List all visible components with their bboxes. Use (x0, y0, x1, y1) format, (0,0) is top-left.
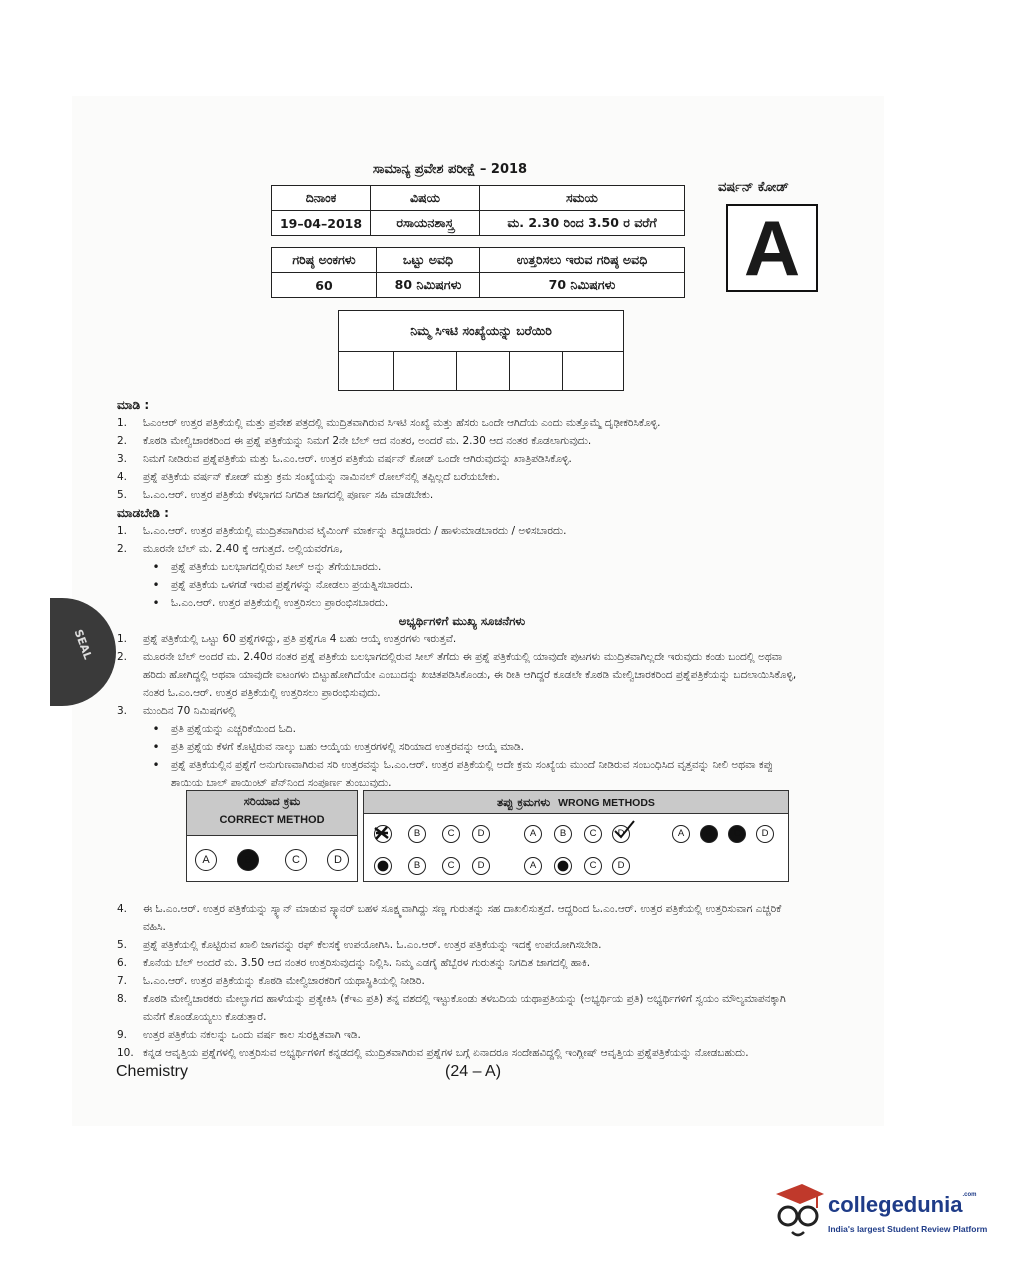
cet-digit-cell[interactable] (394, 352, 457, 391)
time-header: ಸಮಯ (480, 186, 685, 211)
wrong-methods-box (363, 790, 789, 882)
bubble-d: D (756, 825, 774, 843)
total-duration-header: ಒಟ್ಟು ಅವಧಿ (377, 248, 480, 273)
correct-method-label-kn: ಸರಿಯಾದ ಕ್ರಮ (243, 794, 301, 808)
dos-item: 1. ಓಎಂಆರ್ ಉತ್ತರ ಪತ್ರಿಕೆಯಲ್ಲಿ ಮತ್ತು ಪ್ರವೇಶ ಪತ್ರದಲ್ಲಿ ಮುದ್ರಿತವಾಗಿರುವ ಸಿಇಟಿ ಸಂಖ್ಯೆ ಮತ್ತು ಹೆಸರು ಒಂದೇ ಆಗಿದೆಯ ಎಂದು ಮತ್ತೊಮ್ಮೆ ದೃಢೀಕರಿಸಿಕೊಳ್ಳಿ. (117, 417, 661, 429)
bubble-d-ticked: D (612, 825, 630, 843)
bubble-a-scribbled (374, 825, 392, 843)
dos-item: 2. ಕೊಠಡಿ ಮೇಲ್ವಿಚಾರಕರಿಂದ ಈ ಪ್ರಶ್ನೆ ಪತ್ರಿಕೆಯನ್ನು ನಿಮಗೆ 2ನೇ ಬೆಲ್ ಆದ ನಂತರ, ಅಂದರೆ ಮ. 2.30 ಆದ ನಂತರ ಕೊಡಲಾಗುವುದು. (117, 435, 592, 447)
dos-item: 5. ಓ.ಎಂ.ಆರ್. ಉತ್ತರ ಪತ್ರಿಕೆಯ ಕೆಳಭಾಗದ ನಿಗದಿತ ಜಾಗದಲ್ಲಿ ಪೂರ್ಣ ಸಹಿ ಮಾಡಬೇಕು. (117, 489, 434, 501)
bubble-d: D (612, 857, 630, 875)
bubble-b: B (408, 857, 426, 875)
cet-digit-cell[interactable] (339, 352, 394, 391)
marking-methods-diagram (186, 790, 788, 882)
max-marks-header: ಗರಿಷ್ಠ ಅಂಕಗಳು (272, 248, 377, 273)
instruction-item: 9. ಉತ್ತರ ಪತ್ರಿಕೆಯ ನಕಲನ್ನು ಒಂದು ವರ್ಷ ಕಾಲ ಸುರಕ್ಷಿತವಾಗಿ ಇಡಿ. (117, 1029, 361, 1041)
exam-time: ಮ. 2.30 ರಿಂದ 3.50 ರ ವರೆಗೆ (480, 211, 685, 236)
instruction-item: 10. ಕನ್ನಡ ಆವೃತ್ತಿಯ ಪ್ರಶ್ನೆಗಳಲ್ಲಿ ಉತ್ತರಿಸುವ ಅಭ್ಯರ್ಥಿಗಳಿಗೆ ಕನ್ನಡದಲ್ಲಿ ಮುದ್ರಿತವಾಗಿರುವ ಪ್ರಶ್ನೆಗಳ ಬಗ್ಗೆ ಏನಾದರೂ ಸಂದೇಹವಿದ್ದಲ್ಲಿ ಇಂಗ್ಲೀಷ್ ಆವೃತ್ತಿಯ ಪ್ರಶ್ನೆಪತ್ರಿಕೆಯನ್ನು ನೋಡಬಹುದು. (117, 1047, 749, 1059)
max-marks: 60 (272, 273, 377, 298)
instruction-item: 2. ಮೂರನೇ ಬೆಲ್ ಅಂದರೆ ಮ. 2.40ರ ನಂತರ ಪ್ರಶ್ನೆ ಪತ್ರಿಕೆಯ ಬಲಭಾಗದಲ್ಲಿರುವ ಸೀಲ್ ತೆಗೆದು ಈ ಪ್ರಶ್ನೆ ಪತ್ರಿಕೆಯಲ್ಲಿ ಯಾವುದೇ ಪುಟಗಳು ಮುದ್ರಿತವಾಗಿಲ್ಲದೇ ಇರುವುದು ಕಂಡು ಬಂದಲ್ಲಿ ಅಥವಾ ಹರಿದು ಹೋಗಿದ್ದಲ್ಲಿ ಅಥವಾ ಯಾವುದೇ ಐಟಂಗಳು ಬಿಟ್ಟುಹೋಗಿದೆಯೇ ಎಂಬುದನ್ನು ಖಚಿತಪಡಿಸಿಕೊಂಡು, ಈ ರೀತಿ ಆಗಿದ್ದರೆ ಕೂಡಲೇ ಕೊಠಡಿ ಮೇಲ್ವಿಚಾರಕರಿಂದ ಪ್ರಶ್ನೆಪತ್ರಿಕೆಯನ್ನು ಬದಲಾಯಿಸಿಕೊಳ್ಳಿ, ನಂತರ ಓ.ಎಂ.ಆರ್. ಉತ್ತರ ಪತ್ರಿಕೆಯಲ್ಲಿ ಉತ್ತರಿಸಲು ಪ್ರಾರಂಭಿಸುವುದು. (117, 651, 797, 699)
donts-bullet: • ಪ್ರಶ್ನೆ ಪತ್ರಿಕೆಯ ಬಲಭಾಗದಲ್ಲಿರುವ ಸೀಲ್ ಅನ್ನು ತೆಗೆಯಬಾರದು. (117, 558, 807, 576)
instruction-bullet: • ಪ್ರತಿ ಪ್ರಶ್ನೆಯನ್ನು ಎಚ್ಚರಿಕೆಯಿಂದ ಓದಿ. (117, 720, 807, 738)
wrong-methods-label-kn: ತಪ್ಪು ಕ್ರಮಗಳು (497, 795, 551, 809)
bubble-b-partial (554, 857, 572, 875)
correct-method-box (186, 790, 358, 882)
exam-date: 19–04–2018 (272, 211, 371, 236)
brand-name: collegedunia$^{.com}$ (828, 1192, 977, 1217)
instruction-item: 5. ಪ್ರಶ್ನೆ ಪತ್ರಿಕೆಯಲ್ಲಿ ಕೊಟ್ಟಿರುವ ಖಾಲಿ ಜಾಗವನ್ನು ರಫ್ ಕೆಲಸಕ್ಕೆ ಉಪಯೋಗಿಸಿ. ಓ.ಎಂ.ಆರ್. ಉತ್ತರ ಪತ್ರಿಕೆಯನ್ನು ಇದಕ್ಕೆ ಉಪಯೋಗಿಸಬೇಡಿ. (117, 939, 602, 951)
graduate-mascot-icon (772, 1180, 824, 1242)
bullet-icon: • (152, 740, 160, 754)
bubble-c-filled: C (728, 825, 746, 843)
bullet-icon: • (152, 560, 160, 574)
footer-page-code: (24 – A) (445, 1063, 502, 1080)
cet-number-box (338, 310, 624, 391)
instruction-item: 8. ಕೊಠಡಿ ಮೇಲ್ವಿಚಾರಕರು ಮೇಲ್ಭಾಗದ ಹಾಳೆಯನ್ನು ಪ್ರತ್ಯೇಕಿಸಿ (ಕೆಇಎ ಪ್ರತಿ) ತನ್ನ ವಶದಲ್ಲಿ ಇಟ್ಟುಕೊಂಡು ತಳಬದಿಯ ಯಥಾಪ್ರತಿಯನ್ನು (ಅಭ್ಯರ್ಥಿಯ ಪ್ರತಿ) ಅಭ್ಯರ್ಥಿಗಳಿಗೆ ಸ್ವಯಂ ಮೌಲ್ಯಮಾಪನಕ್ಕಾಗಿ ಮನೆಗೆ ಕೊಂಡೊಯ್ಯಲು ಕೊಡುತ್ತಾರೆ. (117, 993, 786, 1023)
bubble-a-partial (374, 857, 392, 875)
exam-title: ಸಾಮಾನ್ಯ ಪ್ರವೇಶ ಪರೀಕ್ಷೆ – 2018 (372, 162, 528, 177)
version-code-box: A (726, 204, 818, 292)
instruction-bullet: • ಪ್ರಶ್ನೆ ಪತ್ರಿಕೆಯಲ್ಲಿನ ಪ್ರಶ್ನೆಗೆ ಅನುಗುಣವಾಗಿರುವ ಸರಿ ಉತ್ತರವನ್ನು ಓ.ಎಂ.ಆರ್. ಉತ್ತರ ಪತ್ರಿಕೆಯಲ್ಲಿ ಅದೇ ಕ್ರಮ ಸಂಖ್ಯೆಯ ಮುಂದೆ ನೀಡಿರುವ ಸಂಬಂಧಿಸಿದ ವೃತ್ತವನ್ನು ನೀಲಿ ಅಥವಾ ಕಪ್ಪು ಶಾಯಿಯ ಬಾಲ್ ಪಾಯಿಂಟ್ ಪೆನ್‌ನಿಂದ ಸಂಪೂರ್ಣ ತುಂಬುವುದು. (117, 756, 807, 792)
bubble-a: A (524, 825, 542, 843)
bubble-c: C (442, 857, 460, 875)
donts-bullet: • ಓ.ಎಂ.ಆರ್. ಉತ್ತರ ಪತ್ರಿಕೆಯಲ್ಲಿ ಉತ್ತರಿಸಲು ಪ್ರಾರಂಭಿಸಬಾರದು. (117, 594, 807, 612)
instruction-item: 1. ಪ್ರಶ್ನೆ ಪತ್ರಿಕೆಯಲ್ಲಿ ಒಟ್ಟು 60 ಪ್ರಶ್ನೆಗಳಿದ್ದು, ಪ್ರತಿ ಪ್ರಶ್ನೆಗೂ 4 ಬಹು ಆಯ್ಕೆ ಉತ್ತರಗಳು ಇರುತ್ತವೆ. (117, 633, 457, 645)
instructions-block (117, 396, 807, 1062)
bullet-icon: • (152, 722, 160, 736)
bullet-icon: • (152, 578, 160, 592)
exam-subject: ರಸಾಯನಶಾಸ್ತ್ರ (371, 211, 480, 236)
bubble-c: C (584, 857, 602, 875)
bubble-a: A (195, 849, 217, 871)
bubble-b-filled: B (237, 849, 259, 871)
seal-sticker: SEAL (50, 598, 116, 706)
donts-item: 1. ಓ.ಎಂ.ಆರ್. ಉತ್ತರ ಪತ್ರಿಕೆಯಲ್ಲಿ ಮುದ್ರಿತವಾಗಿರುವ ಟೈಮಿಂಗ್ ಮಾರ್ಕನ್ನು ತಿದ್ದಬಾರದು / ಹಾಳುಮಾಡಬಾರದು / ಅಳಿಸಬಾರದು. (117, 525, 567, 537)
marks-duration-table (271, 247, 685, 298)
cet-number-label: ನಿಮ್ಮ ಸಿಇಟಿ ಸಂಖ್ಯೆಯನ್ನು ಬರೆಯಿರಿ (339, 311, 624, 352)
bubble-d: D (472, 825, 490, 843)
instruction-item: 4. ಈ ಓ.ಎಂ.ಆರ್. ಉತ್ತರ ಪತ್ರಿಕೆಯನ್ನು ಸ್ಕ್ಯಾನ್ ಮಾಡುವ ಸ್ಕ್ಯಾನರ್ ಬಹಳ ಸೂಕ್ಷ್ಮವಾಗಿದ್ದು ಸಣ್ಣ ಗುರುತನ್ನು ಸಹ ದಾಖಲಿಸುತ್ತದೆ. ಆದ್ದರಿಂದ ಓ.ಎಂ.ಆರ್. ಉತ್ತರ ಪತ್ರಿಕೆಯಲ್ಲಿ ಉತ್ತರಿಸುವಾಗ ಎಚ್ಚರಿಕೆ ವಹಿಸಿ. (117, 903, 782, 933)
date-header: ದಿನಾಂಕ (272, 186, 371, 211)
cet-digit-cell[interactable] (563, 352, 624, 391)
cet-digit-cell[interactable] (510, 352, 563, 391)
instruction-item: 6. ಕೊನೆಯ ಬೆಲ್ ಅಂದರೆ ಮ. 3.50 ಆದ ನಂತರ ಉತ್ತರಿಸುವುದನ್ನು ನಿಲ್ಲಿಸಿ. ನಿಮ್ಮ ಎಡಗೈ ಹೆಬ್ಬೆರಳ ಗುರುತನ್ನು ನಿಗದಿತ ಜಾಗದಲ್ಲಿ ಹಾಕಿ. (117, 957, 591, 969)
tick-icon (612, 819, 636, 841)
collegedunia-watermark (772, 1180, 992, 1250)
wrong-methods-label-en: WRONG METHODS (558, 797, 655, 809)
donts-heading: ಮಾಡಬೇಡಿ : (117, 506, 169, 520)
dos-item: 3. ನಿಮಗೆ ನೀಡಿರುವ ಪ್ರಶ್ನೆಪತ್ರಿಕೆಯ ಮತ್ತು ಓ.ಎಂ.ಆರ್. ಉತ್ತರ ಪತ್ರಿಕೆಯ ವರ್ಷನ್ ಕೋಡ್ ಒಂದೇ ಆಗಿರುವುದನ್ನು ಖಾತ್ರಿಪಡಿಸಿಕೊಳ್ಳಿ. (117, 453, 572, 465)
brand-tagline: India's largest Student Review Platform (828, 1224, 988, 1234)
instruction-item: 7. ಓ.ಎಂ.ಆರ್. ಉತ್ತರ ಪತ್ರಿಕೆಯನ್ನು ಕೊಠಡಿ ಮೇಲ್ವಿಚಾರಕರಿಗೆ ಯಥಾಸ್ಥಿತಿಯಲ್ಲಿ ನೀಡಿರಿ. (117, 975, 425, 987)
instruction-bullet: • ಪ್ರತಿ ಪ್ರಶ್ನೆಯ ಕೆಳಗೆ ಕೊಟ್ಟಿರುವ ನಾಲ್ಕು ಬಹು ಆಯ್ಕೆಯ ಉತ್ತರಗಳಲ್ಲಿ ಸರಿಯಾದ ಉತ್ತರವನ್ನು ಆಯ್ಕೆ ಮಾಡಿ. (117, 738, 807, 756)
dos-heading: ಮಾಡಿ : (117, 398, 150, 412)
bullet-icon: • (152, 596, 160, 610)
version-code-label: ವರ್ಷನ್ ಕೋಡ್ (718, 180, 789, 195)
bullet-icon: • (152, 758, 160, 772)
bubble-a: A (524, 857, 542, 875)
donts-bullet: • ಪ್ರಶ್ನೆ ಪತ್ರಿಕೆಯ ಒಳಗಡೆ ಇರುವ ಪ್ರಶ್ನೆಗಳನ್ನು ನೋಡಲು ಪ್ರಯತ್ನಿಸಬಾರದು. (117, 576, 807, 594)
bubble-c: C (584, 825, 602, 843)
bubble-c: C (442, 825, 460, 843)
cet-digit-cell[interactable] (457, 352, 510, 391)
donts-item: 2. ಮೂರನೇ ಬೆಲ್ ಮ. 2.40 ಕ್ಕೆ ಆಗುತ್ತದೆ. ಅಲ್ಲಿಯವರೆಗೂ, (117, 543, 343, 555)
answer-duration: 70 ನಿಮಿಷಗಳು (480, 273, 685, 298)
bubble-c: C (285, 849, 307, 871)
correct-method-label-en: CORRECT METHOD (219, 814, 325, 826)
subject-header: ವಿಷಯ (371, 186, 480, 211)
bubble-b-filled: B (700, 825, 718, 843)
footer-subject: Chemistry (116, 1063, 189, 1080)
bubble-d: D (472, 857, 490, 875)
bubble-b: B (408, 825, 426, 843)
answer-duration-header: ಉತ್ತರಿಸಲು ಇರುವ ಗರಿಷ್ಠ ಅವಧಿ (480, 248, 685, 273)
exam-info-table (271, 185, 685, 236)
main-instructions-heading: ಅಭ್ಯರ್ಥಿಗಳಿಗೆ ಮುಖ್ಯ ಸೂಚನೆಗಳು (398, 614, 526, 628)
bubble-b: B (554, 825, 572, 843)
dos-item: 4. ಪ್ರಶ್ನೆ ಪತ್ರಿಕೆಯ ವರ್ಷನ್ ಕೋಡ್ ಮತ್ತು ಕ್ರಮ ಸಂಖ್ಯೆಯನ್ನು ನಾಮಿನಲ್ ರೋಲ್‌ನಲ್ಲಿ ತಪ್ಪಿಲ್ಲದೆ ಬರೆಯಬೇಕು. (117, 471, 500, 483)
bubble-a: A (672, 825, 690, 843)
instruction-item: 3. ಮುಂದಿನ 70 ನಿಮಿಷಗಳಲ್ಲಿ (117, 705, 236, 717)
scribble-icon (374, 825, 390, 841)
bubble-d: D (327, 849, 349, 871)
total-duration: 80 ನಿಮಿಷಗಳು (377, 273, 480, 298)
